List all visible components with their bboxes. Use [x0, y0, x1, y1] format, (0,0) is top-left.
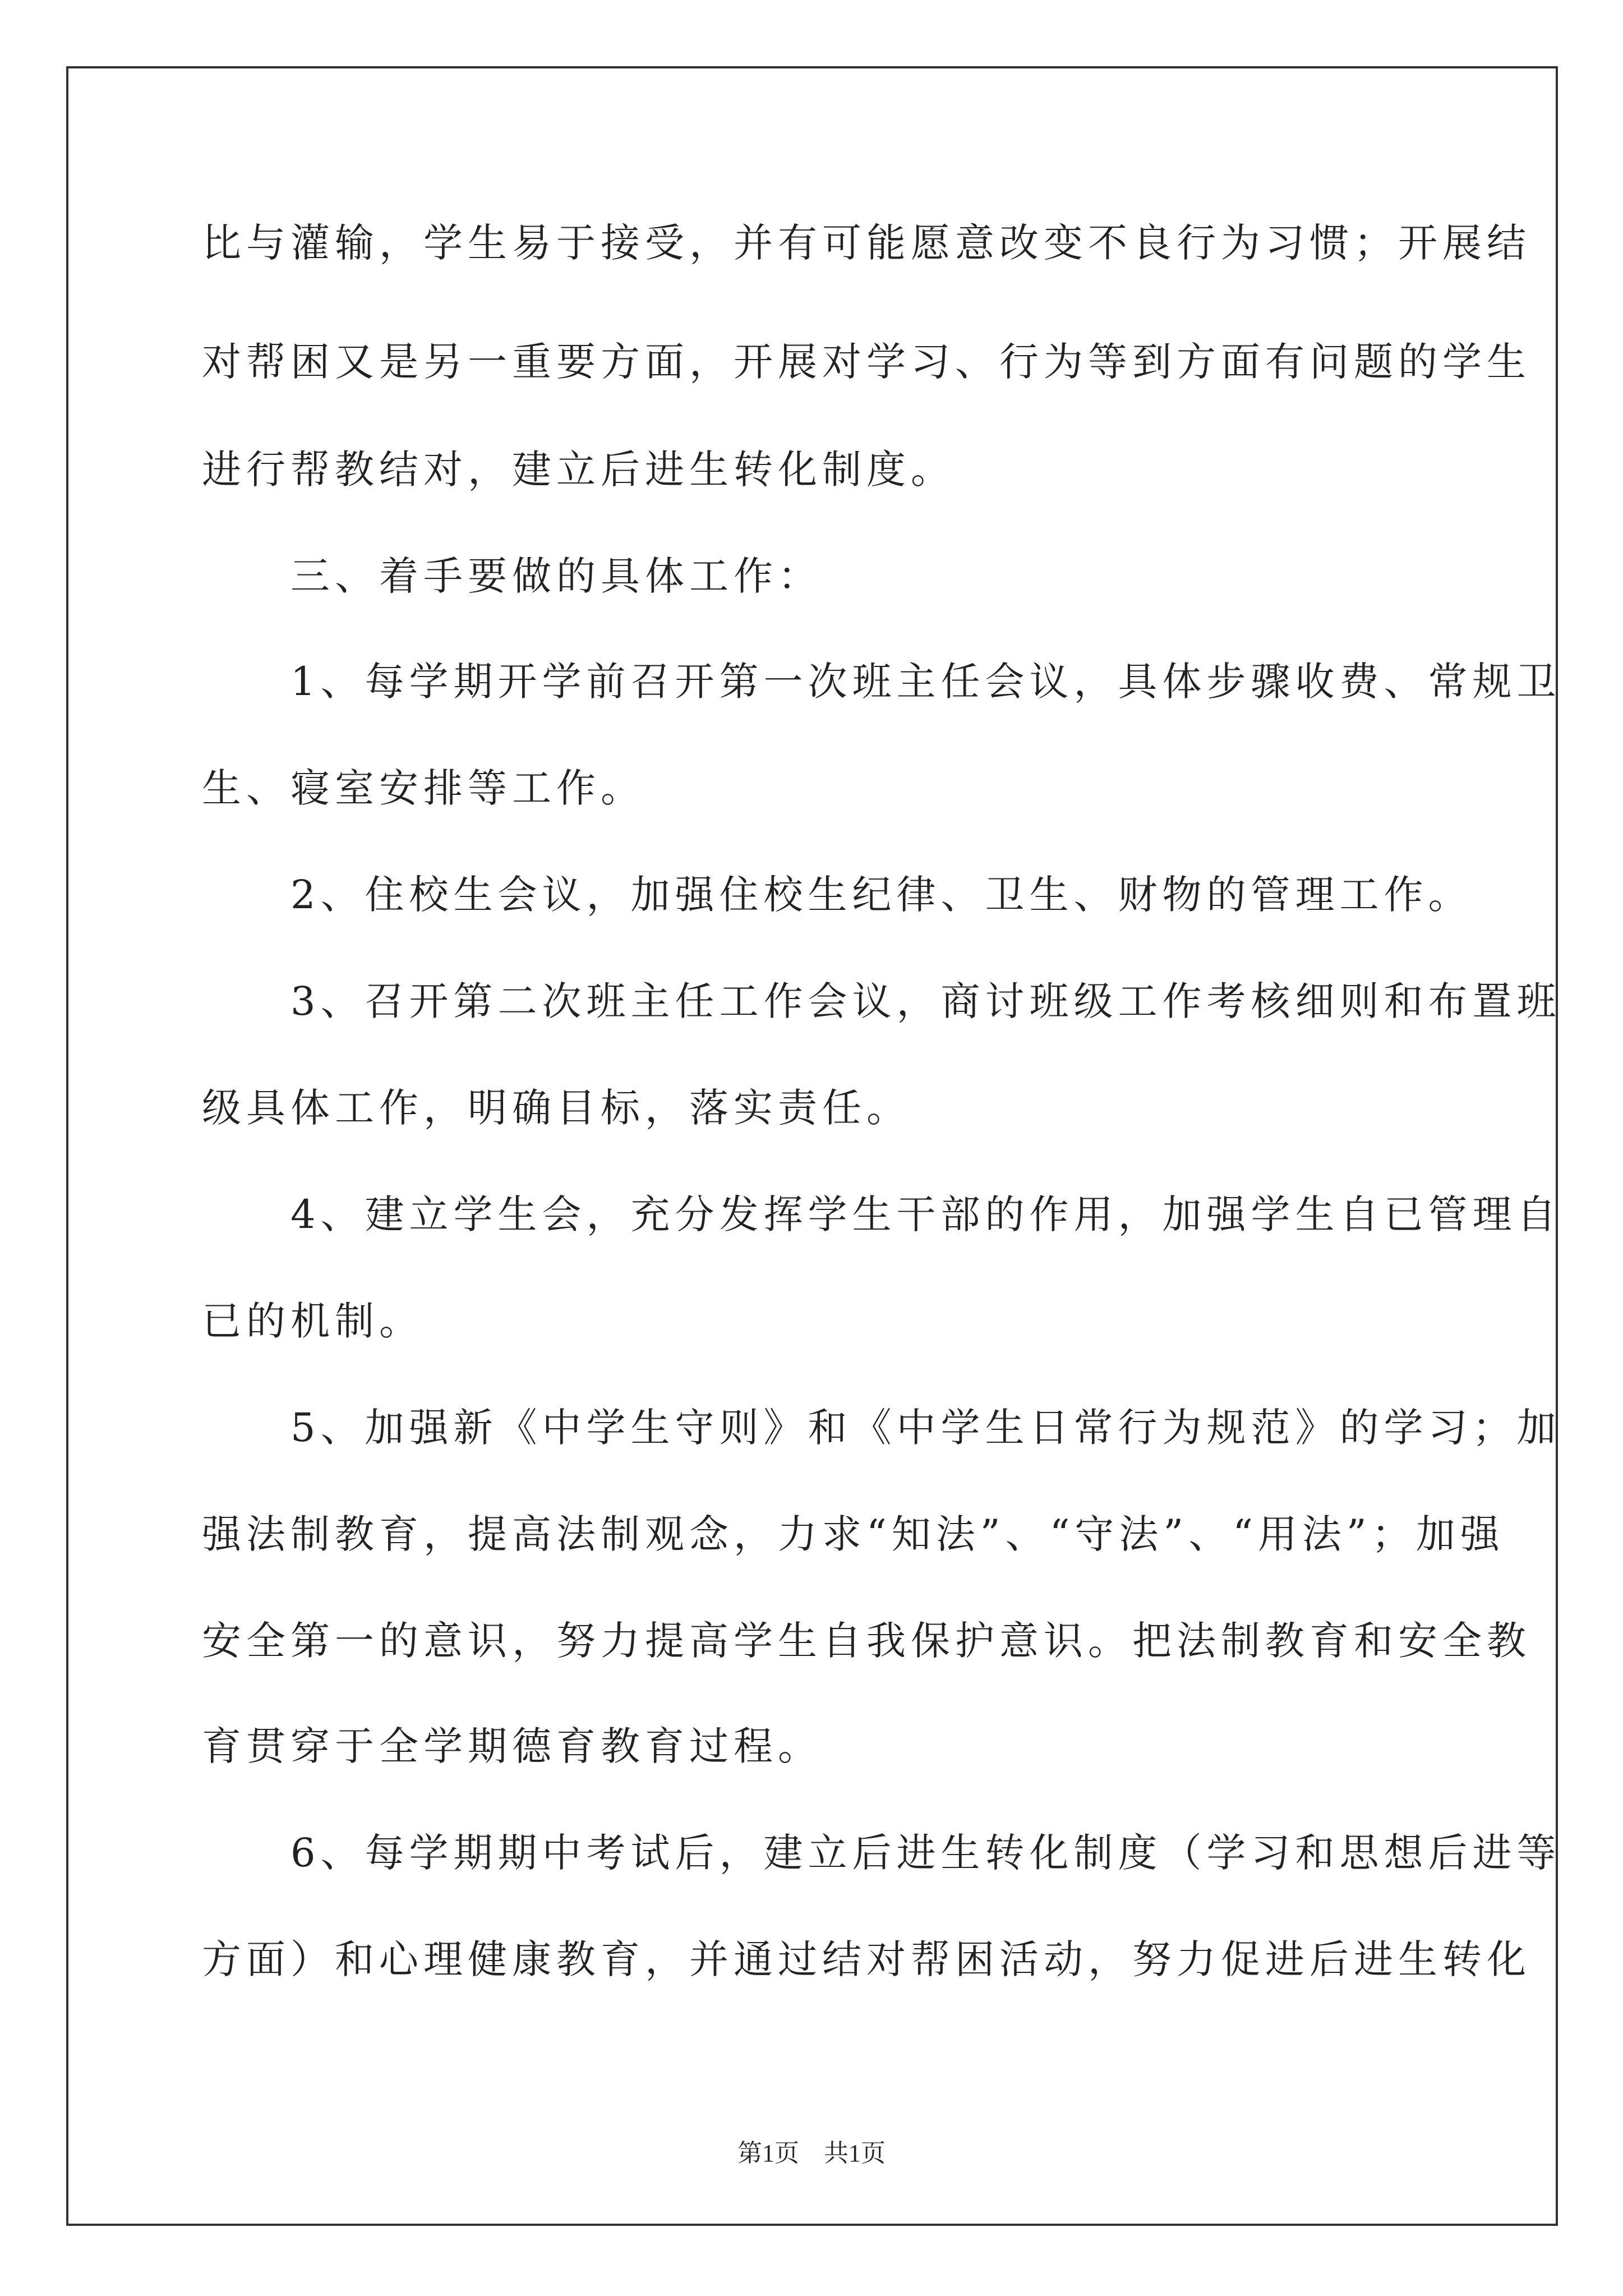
text-line: 3、召开第二次班主任工作会议，商讨班级工作考核细则和布置班	[202, 978, 1561, 1024]
text-line: 比与灌输，学生易于接受，并有可能愿意改变不良行为习惯；开展结	[202, 220, 1531, 266]
text-line: 1、每学期开学前召开第一次班主任会议，具体步骤收费、常规卫	[202, 659, 1561, 705]
text-line: 4、建立学生会，充分发挥学生干部的作用，加强学生自已管理自	[202, 1191, 1561, 1237]
text-line: 生、寝室安排等工作。	[202, 765, 645, 811]
text-line: 级具体工作，明确目标，落实责任。	[202, 1085, 911, 1131]
text-line: 安全第一的意识，努力提高学生自我保护意识。把法制教育和安全教	[202, 1618, 1531, 1664]
section-heading: 三、着手要做的具体工作：	[202, 553, 822, 599]
text-line: 强法制教育，提高法制观念，力求“知法”、“守法”、“用法”；加强	[202, 1511, 1505, 1557]
text-line: 育贯穿于全学期德育教育过程。	[202, 1723, 822, 1769]
text-line: 2、住校生会议，加强住校生纪律、卫生、财物的管理工作。	[202, 872, 1473, 918]
text-line: 方面）和心理健康教育，并通过结对帮困活动，努力促进后进生转化	[202, 1936, 1531, 1982]
text-line: 5、加强新《中学生守则》和《中学生日常行为规范》的学习；加	[202, 1405, 1561, 1451]
page-number-footer: 第1页 共1页	[737, 2139, 886, 2167]
text-line: 对帮困又是另一重要方面，开展对学习、行为等到方面有问题的学生	[202, 339, 1531, 385]
text-line: 进行帮教结对，建立后进生转化制度。	[202, 447, 955, 493]
text-line: 6、每学期期中考试后，建立后进生转化制度（学习和思想后进等	[202, 1830, 1561, 1876]
text-line: 已的机制。	[202, 1298, 423, 1344]
page-border	[66, 66, 1558, 2226]
